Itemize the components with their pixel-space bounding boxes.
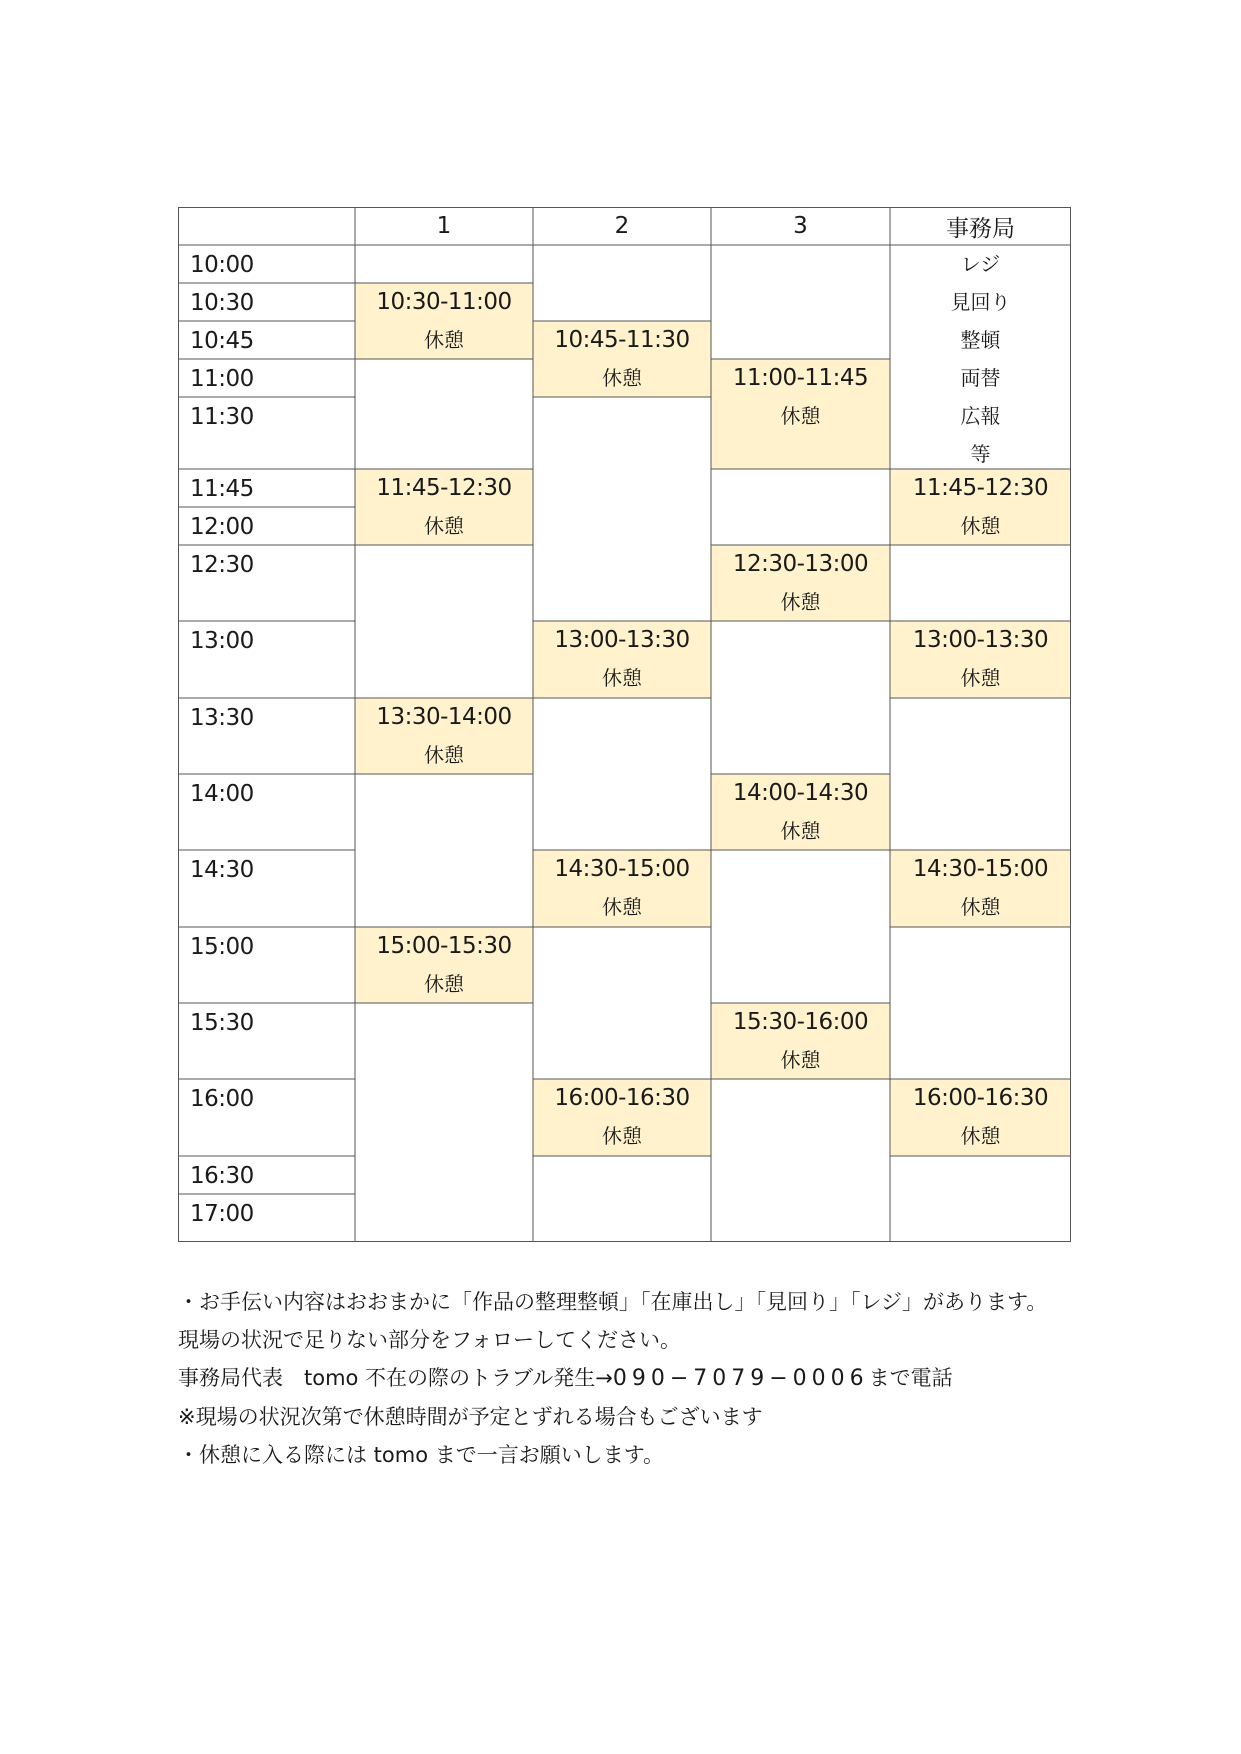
time-label: 10:45 [190,328,254,354]
office-task: 見回り [950,290,1011,314]
time-label: 15:00 [190,934,254,960]
time-label: 11:00 [190,366,254,392]
break-time-range: 15:00-15:30 [376,933,512,959]
time-label: 10:00 [190,252,254,278]
office-task: レジ [960,252,1001,276]
time-label: 11:45 [190,476,254,502]
office-task: 広報 [960,404,1001,428]
break-time-range: 13:00-13:30 [912,627,1049,653]
time-label: 16:30 [190,1163,254,1189]
break-time-range: 13:00-13:30 [554,627,690,653]
note-schedule-change: ※現場の状況次第で休憩時間が予定とずれる場合もございます [178,1405,763,1429]
column-header-staff-2: 2 [614,213,630,239]
column-header-staff-3: 3 [793,213,808,239]
break-label: 休憩 [424,328,464,352]
contact-prefix: 事務局代表 tomo 不在の際のトラブル発生→ [178,1366,613,1390]
time-label: 16:00 [190,1086,254,1112]
break-time-range: 13:30-14:00 [376,704,512,730]
break-label: 休憩 [424,743,464,767]
break-time-range: 11:45-12:30 [376,475,512,501]
break-label: 休憩 [780,1048,821,1072]
break-time-range: 10:30-11:00 [376,289,512,315]
time-label: 13:00 [190,628,254,654]
time-label: 14:30 [190,857,254,883]
break-label: 休憩 [602,895,642,919]
break-time-range: 14:30-15:00 [912,856,1049,882]
notes-section [178,1283,1078,1474]
break-time-range: 11:00-11:45 [732,365,869,391]
column-header-office: 事務局 [946,215,1015,242]
break-label: 休憩 [424,972,464,996]
time-label: 10:30 [190,290,254,316]
table-grid-lines [178,207,1071,1242]
time-label: 11:30 [190,404,254,430]
break-label: 休憩 [960,514,1001,538]
break-time-range: 14:30-15:00 [554,856,690,882]
break-time-range: 16:00-16:30 [554,1085,690,1111]
break-label: 休憩 [602,1124,642,1148]
break-label: 休憩 [960,666,1001,690]
note-tasks: ・お手伝い内容はおおまかに「作品の整理整頓」「在庫出し」「見回り」「レジ」があります。 [178,1290,1048,1314]
break-label: 休憩 [780,819,821,843]
break-time-range: 14:00-14:30 [732,780,869,806]
time-label: 12:00 [190,514,254,540]
column-header-staff-1: 1 [436,213,452,239]
time-label: 12:30 [190,552,254,578]
time-label: 17:00 [190,1201,254,1227]
break-time-range: 12:30-13:00 [732,551,869,577]
office-task: 等 [970,442,991,466]
office-task: 両替 [960,366,1001,390]
phone-number: 090−7079−0006 [612,1366,869,1391]
note-follow-up: 現場の状況で足りない部分をフォローしてください。 [178,1328,681,1352]
note-contact [178,1359,1078,1398]
break-time-range: 15:30-16:00 [732,1009,869,1035]
break-time-range: 11:45-12:30 [912,475,1049,501]
break-time-range: 16:00-16:30 [912,1085,1049,1111]
time-label: 14:00 [190,781,254,807]
schedule-table [178,207,1071,1242]
time-label: 13:30 [190,705,254,731]
break-label: 休憩 [960,1124,1001,1148]
break-label: 休憩 [602,366,642,390]
break-label: 休憩 [960,895,1001,919]
note-break-notice: ・休憩に入る際には tomo まで一言お願いします。 [178,1443,665,1467]
break-label: 休憩 [780,590,821,614]
break-label: 休憩 [424,514,464,538]
break-label: 休憩 [780,404,821,428]
break-label: 休憩 [602,666,642,690]
contact-suffix: まで電話 [868,1366,953,1390]
time-label: 15:30 [190,1010,254,1036]
break-time-range: 10:45-11:30 [554,327,690,353]
office-task: 整頓 [960,328,1001,352]
